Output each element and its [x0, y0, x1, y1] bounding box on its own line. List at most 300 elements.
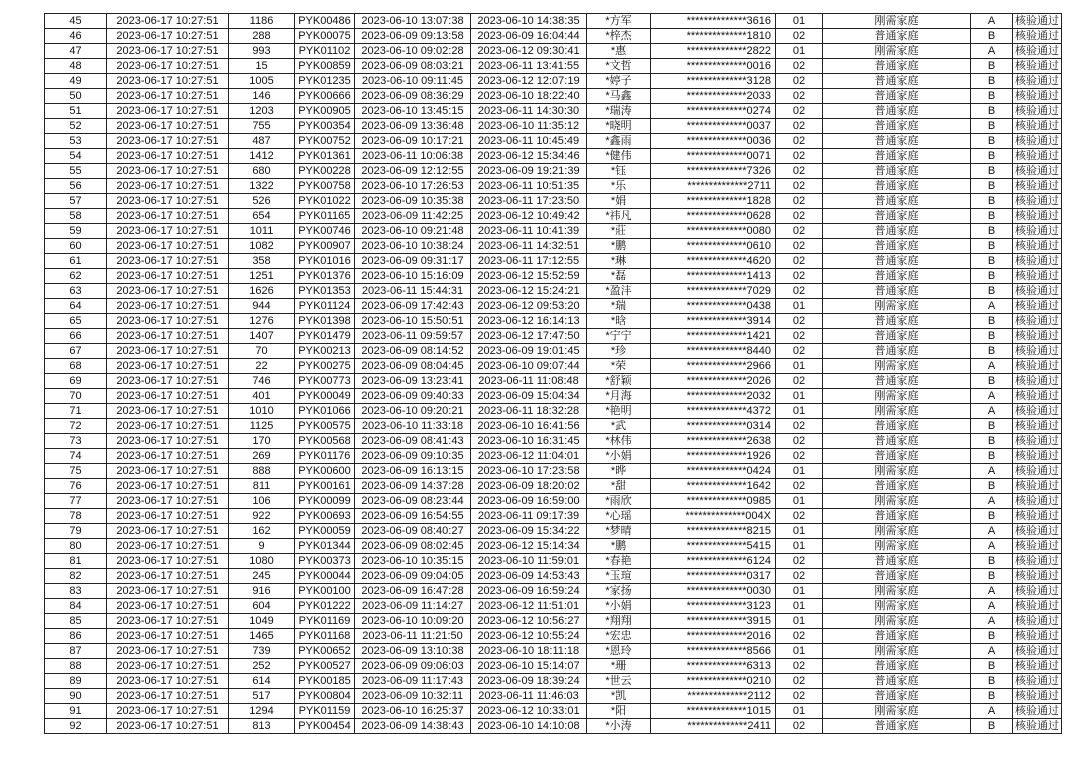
verification-status-cell: 核验通过: [1013, 554, 1062, 569]
verification-status-cell: 核验通过: [1013, 584, 1062, 599]
table-row: [45, 644, 1062, 659]
row-number-cell: 89: [45, 674, 107, 689]
export-time-cell: 2023-06-17 10:27:51: [107, 179, 229, 194]
registration-id-cell: PYK00600: [295, 464, 355, 479]
verification-status-cell: 核验通过: [1013, 224, 1062, 239]
family-type-code-cell: 02: [776, 554, 823, 569]
export-time-cell: 2023-06-17 10:27:51: [107, 479, 229, 494]
review-time-cell: 2023-06-09 16:04:44: [471, 29, 587, 44]
category-cell: B: [971, 689, 1013, 704]
family-type-cell: 普通家庭: [823, 659, 971, 674]
row-number-cell: 62: [45, 269, 107, 284]
family-type-cell: 刚需家庭: [823, 644, 971, 659]
table-row: [45, 254, 1062, 269]
applicant-name-cell: *凯: [587, 689, 651, 704]
ballot-number-cell: 9: [229, 539, 295, 554]
ballot-number-cell: 146: [229, 89, 295, 104]
table-row: [45, 14, 1062, 29]
id-number-masked-cell: **************7029: [651, 284, 776, 299]
row-number-cell: 68: [45, 359, 107, 374]
category-cell: B: [971, 449, 1013, 464]
export-time-cell: 2023-06-17 10:27:51: [107, 524, 229, 539]
table-row: [45, 44, 1062, 59]
submit-time-cell: 2023-06-09 08:41:43: [355, 434, 471, 449]
submit-time-cell: 2023-06-09 08:14:52: [355, 344, 471, 359]
registration-id-cell: PYK00100: [295, 584, 355, 599]
review-time-cell: 2023-06-11 10:51:35: [471, 179, 587, 194]
registration-id-cell: PYK00354: [295, 119, 355, 134]
row-number-cell: 80: [45, 539, 107, 554]
id-number-masked-cell: **************0030: [651, 584, 776, 599]
category-cell: B: [971, 569, 1013, 584]
family-type-code-cell: 01: [776, 299, 823, 314]
category-cell: B: [971, 344, 1013, 359]
table-row: [45, 299, 1062, 314]
review-time-cell: 2023-06-11 14:30:30: [471, 104, 587, 119]
family-type-cell: 普通家庭: [823, 29, 971, 44]
row-number-cell: 60: [45, 239, 107, 254]
family-type-code-cell: 02: [776, 59, 823, 74]
table-row: [45, 134, 1062, 149]
row-number-cell: 57: [45, 194, 107, 209]
review-time-cell: 2023-06-11 11:46:03: [471, 689, 587, 704]
export-time-cell: 2023-06-17 10:27:51: [107, 74, 229, 89]
export-time-cell: 2023-06-17 10:27:51: [107, 314, 229, 329]
submit-time-cell: 2023-06-09 16:47:28: [355, 584, 471, 599]
family-type-code-cell: 02: [776, 449, 823, 464]
ballot-number-cell: 269: [229, 449, 295, 464]
applicant-name-cell: *珍: [587, 344, 651, 359]
row-number-cell: 54: [45, 149, 107, 164]
table-row: [45, 464, 1062, 479]
verification-status-cell: 核验通过: [1013, 59, 1062, 74]
review-time-cell: 2023-06-10 17:23:58: [471, 464, 587, 479]
family-type-code-cell: 02: [776, 374, 823, 389]
family-type-cell: 普通家庭: [823, 449, 971, 464]
submit-time-cell: 2023-06-09 13:23:41: [355, 374, 471, 389]
submit-time-cell: 2023-06-09 08:36:29: [355, 89, 471, 104]
registration-id-cell: PYK01344: [295, 539, 355, 554]
ballot-number-cell: 1322: [229, 179, 295, 194]
verification-status-cell: 核验通过: [1013, 569, 1062, 584]
export-time-cell: 2023-06-17 10:27:51: [107, 614, 229, 629]
row-number-cell: 53: [45, 134, 107, 149]
export-time-cell: 2023-06-17 10:27:51: [107, 404, 229, 419]
verification-status-cell: 核验通过: [1013, 299, 1062, 314]
ballot-number-cell: 1011: [229, 224, 295, 239]
category-cell: B: [971, 104, 1013, 119]
export-time-cell: 2023-06-17 10:27:51: [107, 239, 229, 254]
category-cell: A: [971, 614, 1013, 629]
category-cell: A: [971, 404, 1013, 419]
table-row: [45, 419, 1062, 434]
export-time-cell: 2023-06-17 10:27:51: [107, 164, 229, 179]
id-number-masked-cell: **************3123: [651, 599, 776, 614]
category-cell: B: [971, 479, 1013, 494]
row-number-cell: 77: [45, 494, 107, 509]
row-number-cell: 79: [45, 524, 107, 539]
family-type-cell: 刚需家庭: [823, 44, 971, 59]
ballot-number-cell: 755: [229, 119, 295, 134]
verification-status-cell: 核验通过: [1013, 464, 1062, 479]
id-number-masked-cell: **************0628: [651, 209, 776, 224]
submit-time-cell: 2023-06-09 09:10:35: [355, 449, 471, 464]
registration-id-cell: PYK01235: [295, 74, 355, 89]
family-type-code-cell: 02: [776, 164, 823, 179]
registration-id-cell: PYK00185: [295, 674, 355, 689]
review-time-cell: 2023-06-11 17:23:50: [471, 194, 587, 209]
table-row: [45, 359, 1062, 374]
table-row: [45, 674, 1062, 689]
review-time-cell: 2023-06-10 15:14:07: [471, 659, 587, 674]
row-number-cell: 61: [45, 254, 107, 269]
category-cell: B: [971, 239, 1013, 254]
category-cell: B: [971, 224, 1013, 239]
export-time-cell: 2023-06-17 10:27:51: [107, 194, 229, 209]
applicant-name-cell: *文哲: [587, 59, 651, 74]
registration-id-cell: PYK00059: [295, 524, 355, 539]
family-type-code-cell: 02: [776, 674, 823, 689]
id-number-masked-cell: **************0080: [651, 224, 776, 239]
category-cell: B: [971, 179, 1013, 194]
applicant-name-cell: *婷子: [587, 74, 651, 89]
row-number-cell: 66: [45, 329, 107, 344]
submit-time-cell: 2023-06-09 13:36:48: [355, 119, 471, 134]
verification-status-cell: 核验通过: [1013, 539, 1062, 554]
registration-id-cell: PYK01022: [295, 194, 355, 209]
applicant-name-cell: *娟: [587, 194, 651, 209]
registration-table: [44, 13, 1062, 734]
family-type-cell: 普通家庭: [823, 434, 971, 449]
family-type-code-cell: 01: [776, 524, 823, 539]
category-cell: B: [971, 374, 1013, 389]
table-row: [45, 584, 1062, 599]
category-cell: A: [971, 524, 1013, 539]
registration-id-cell: PYK00575: [295, 419, 355, 434]
export-time-cell: 2023-06-17 10:27:51: [107, 359, 229, 374]
review-time-cell: 2023-06-10 09:07:44: [471, 359, 587, 374]
category-cell: B: [971, 554, 1013, 569]
family-type-code-cell: 02: [776, 179, 823, 194]
category-cell: B: [971, 209, 1013, 224]
verification-status-cell: 核验通过: [1013, 614, 1062, 629]
family-type-cell: 刚需家庭: [823, 14, 971, 29]
family-type-cell: 普通家庭: [823, 554, 971, 569]
export-time-cell: 2023-06-17 10:27:51: [107, 434, 229, 449]
export-time-cell: 2023-06-17 10:27:51: [107, 389, 229, 404]
row-number-cell: 52: [45, 119, 107, 134]
applicant-name-cell: *春艳: [587, 554, 651, 569]
family-type-code-cell: 02: [776, 689, 823, 704]
verification-status-cell: 核验通过: [1013, 374, 1062, 389]
export-time-cell: 2023-06-17 10:27:51: [107, 59, 229, 74]
category-cell: B: [971, 284, 1013, 299]
family-type-cell: 普通家庭: [823, 419, 971, 434]
ballot-number-cell: 922: [229, 509, 295, 524]
submit-time-cell: 2023-06-09 10:32:11: [355, 689, 471, 704]
registration-id-cell: PYK01222: [295, 599, 355, 614]
registration-id-cell: PYK01102: [295, 44, 355, 59]
table-body: [45, 14, 1062, 734]
applicant-name-cell: *琳: [587, 254, 651, 269]
category-cell: B: [971, 314, 1013, 329]
id-number-masked-cell: **************2711: [651, 179, 776, 194]
applicant-name-cell: *心瑶: [587, 509, 651, 524]
family-type-cell: 普通家庭: [823, 119, 971, 134]
family-type-cell: 刚需家庭: [823, 539, 971, 554]
submit-time-cell: 2023-06-09 08:40:27: [355, 524, 471, 539]
applicant-name-cell: *磊: [587, 269, 651, 284]
table-row: [45, 389, 1062, 404]
verification-status-cell: 核验通过: [1013, 164, 1062, 179]
export-time-cell: 2023-06-17 10:27:51: [107, 104, 229, 119]
ballot-number-cell: 1276: [229, 314, 295, 329]
row-number-cell: 45: [45, 14, 107, 29]
category-cell: A: [971, 644, 1013, 659]
verification-status-cell: 核验通过: [1013, 719, 1062, 734]
review-time-cell: 2023-06-12 09:30:41: [471, 44, 587, 59]
family-type-cell: 普通家庭: [823, 209, 971, 224]
ballot-number-cell: 1010: [229, 404, 295, 419]
verification-status-cell: 核验通过: [1013, 524, 1062, 539]
ballot-number-cell: 487: [229, 134, 295, 149]
export-time-cell: 2023-06-17 10:27:51: [107, 344, 229, 359]
export-time-cell: 2023-06-17 10:27:51: [107, 119, 229, 134]
table-row: [45, 404, 1062, 419]
applicant-name-cell: *马鑫: [587, 89, 651, 104]
registration-id-cell: PYK01159: [295, 704, 355, 719]
family-type-code-cell: 02: [776, 719, 823, 734]
family-type-code-cell: 02: [776, 344, 823, 359]
id-number-masked-cell: **************4620: [651, 254, 776, 269]
row-number-cell: 85: [45, 614, 107, 629]
category-cell: B: [971, 134, 1013, 149]
category-cell: B: [971, 674, 1013, 689]
registration-id-cell: PYK00804: [295, 689, 355, 704]
family-type-code-cell: 02: [776, 659, 823, 674]
category-cell: B: [971, 509, 1013, 524]
category-cell: B: [971, 74, 1013, 89]
category-cell: A: [971, 44, 1013, 59]
applicant-name-cell: *小娟: [587, 599, 651, 614]
ballot-number-cell: 526: [229, 194, 295, 209]
review-time-cell: 2023-06-11 11:08:48: [471, 374, 587, 389]
registration-id-cell: PYK00228: [295, 164, 355, 179]
export-time-cell: 2023-06-17 10:27:51: [107, 509, 229, 524]
row-number-cell: 49: [45, 74, 107, 89]
table-row: [45, 629, 1062, 644]
id-number-masked-cell: **************3128: [651, 74, 776, 89]
family-type-code-cell: 02: [776, 74, 823, 89]
table-row: [45, 224, 1062, 239]
applicant-name-cell: *乐: [587, 179, 651, 194]
verification-status-cell: 核验通过: [1013, 659, 1062, 674]
submit-time-cell: 2023-06-10 15:16:09: [355, 269, 471, 284]
submit-time-cell: 2023-06-11 15:44:31: [355, 284, 471, 299]
row-number-cell: 63: [45, 284, 107, 299]
submit-time-cell: 2023-06-09 08:23:44: [355, 494, 471, 509]
family-type-code-cell: 01: [776, 539, 823, 554]
registration-id-cell: PYK00527: [295, 659, 355, 674]
table-row: [45, 344, 1062, 359]
submit-time-cell: 2023-06-09 10:35:38: [355, 194, 471, 209]
id-number-masked-cell: **************8566: [651, 644, 776, 659]
applicant-name-cell: *惠: [587, 44, 651, 59]
verification-status-cell: 核验通过: [1013, 449, 1062, 464]
row-number-cell: 65: [45, 314, 107, 329]
verification-status-cell: 核验通过: [1013, 284, 1062, 299]
category-cell: A: [971, 494, 1013, 509]
export-time-cell: 2023-06-17 10:27:51: [107, 569, 229, 584]
ballot-number-cell: 1465: [229, 629, 295, 644]
verification-status-cell: 核验通过: [1013, 509, 1062, 524]
export-time-cell: 2023-06-17 10:27:51: [107, 224, 229, 239]
review-time-cell: 2023-06-10 11:35:12: [471, 119, 587, 134]
family-type-cell: 普通家庭: [823, 569, 971, 584]
family-type-cell: 刚需家庭: [823, 524, 971, 539]
export-time-cell: 2023-06-17 10:27:51: [107, 659, 229, 674]
submit-time-cell: 2023-06-09 14:37:28: [355, 479, 471, 494]
row-number-cell: 71: [45, 404, 107, 419]
submit-time-cell: 2023-06-10 10:09:20: [355, 614, 471, 629]
family-type-cell: 普通家庭: [823, 179, 971, 194]
registration-id-cell: PYK00049: [295, 389, 355, 404]
applicant-name-cell: *晗: [587, 314, 651, 329]
id-number-masked-cell: **************1413: [651, 269, 776, 284]
category-cell: A: [971, 464, 1013, 479]
row-number-cell: 75: [45, 464, 107, 479]
id-number-masked-cell: **************0610: [651, 239, 776, 254]
review-time-cell: 2023-06-09 19:21:39: [471, 164, 587, 179]
family-type-code-cell: 02: [776, 269, 823, 284]
table-row: [45, 59, 1062, 74]
family-type-cell: 刚需家庭: [823, 404, 971, 419]
row-number-cell: 82: [45, 569, 107, 584]
row-number-cell: 67: [45, 344, 107, 359]
family-type-cell: 普通家庭: [823, 239, 971, 254]
family-type-code-cell: 02: [776, 104, 823, 119]
family-type-cell: 普通家庭: [823, 329, 971, 344]
review-time-cell: 2023-06-10 18:11:18: [471, 644, 587, 659]
review-time-cell: 2023-06-09 14:53:43: [471, 569, 587, 584]
verification-status-cell: 核验通过: [1013, 89, 1062, 104]
ballot-number-cell: 746: [229, 374, 295, 389]
verification-status-cell: 核验通过: [1013, 344, 1062, 359]
review-time-cell: 2023-06-09 16:59:24: [471, 584, 587, 599]
id-number-masked-cell: **************4372: [651, 404, 776, 419]
family-type-cell: 普通家庭: [823, 59, 971, 74]
family-type-code-cell: 02: [776, 149, 823, 164]
ballot-number-cell: 517: [229, 689, 295, 704]
category-cell: A: [971, 389, 1013, 404]
row-number-cell: 70: [45, 389, 107, 404]
registration-id-cell: PYK00486: [295, 14, 355, 29]
applicant-name-cell: *晓明: [587, 119, 651, 134]
registration-id-cell: PYK01124: [295, 299, 355, 314]
applicant-name-cell: *宁宁: [587, 329, 651, 344]
row-number-cell: 87: [45, 644, 107, 659]
review-time-cell: 2023-06-11 09:17:39: [471, 509, 587, 524]
family-type-code-cell: 01: [776, 389, 823, 404]
ballot-number-cell: 70: [229, 344, 295, 359]
registration-id-cell: PYK00666: [295, 89, 355, 104]
row-number-cell: 90: [45, 689, 107, 704]
category-cell: A: [971, 539, 1013, 554]
review-time-cell: 2023-06-09 15:34:22: [471, 524, 587, 539]
table-row: [45, 119, 1062, 134]
table-row: [45, 374, 1062, 389]
ballot-number-cell: 1082: [229, 239, 295, 254]
row-number-cell: 51: [45, 104, 107, 119]
row-number-cell: 81: [45, 554, 107, 569]
export-time-cell: 2023-06-17 10:27:51: [107, 89, 229, 104]
applicant-name-cell: *世云: [587, 674, 651, 689]
applicant-name-cell: *小涛: [587, 719, 651, 734]
ballot-number-cell: 22: [229, 359, 295, 374]
review-time-cell: 2023-06-12 10:49:42: [471, 209, 587, 224]
review-time-cell: 2023-06-10 16:31:45: [471, 434, 587, 449]
row-number-cell: 78: [45, 509, 107, 524]
verification-status-cell: 核验通过: [1013, 104, 1062, 119]
id-number-masked-cell: **************2033: [651, 89, 776, 104]
submit-time-cell: 2023-06-10 13:07:38: [355, 14, 471, 29]
export-time-cell: 2023-06-17 10:27:51: [107, 284, 229, 299]
row-number-cell: 91: [45, 704, 107, 719]
family-type-cell: 普通家庭: [823, 314, 971, 329]
row-number-cell: 74: [45, 449, 107, 464]
export-time-cell: 2023-06-17 10:27:51: [107, 689, 229, 704]
ballot-number-cell: 1626: [229, 284, 295, 299]
registration-id-cell: PYK00568: [295, 434, 355, 449]
submit-time-cell: 2023-06-09 11:42:25: [355, 209, 471, 224]
family-type-cell: 刚需家庭: [823, 614, 971, 629]
export-time-cell: 2023-06-17 10:27:51: [107, 269, 229, 284]
applicant-name-cell: *梦晴: [587, 524, 651, 539]
ballot-number-cell: 1294: [229, 704, 295, 719]
row-number-cell: 73: [45, 434, 107, 449]
id-number-masked-cell: **************2016: [651, 629, 776, 644]
table-row: [45, 209, 1062, 224]
export-time-cell: 2023-06-17 10:27:51: [107, 374, 229, 389]
family-type-cell: 刚需家庭: [823, 584, 971, 599]
table-row: [45, 29, 1062, 44]
submit-time-cell: 2023-06-09 13:10:38: [355, 644, 471, 659]
table-row: [45, 89, 1062, 104]
table-row: [45, 104, 1062, 119]
applicant-name-cell: *武: [587, 419, 651, 434]
table-row: [45, 449, 1062, 464]
submit-time-cell: 2023-06-09 09:04:05: [355, 569, 471, 584]
id-number-masked-cell: **************2411: [651, 719, 776, 734]
review-time-cell: 2023-06-10 14:10:08: [471, 719, 587, 734]
review-time-cell: 2023-06-12 10:56:27: [471, 614, 587, 629]
review-time-cell: 2023-06-09 19:01:45: [471, 344, 587, 359]
family-type-code-cell: 02: [776, 89, 823, 104]
table-row: [45, 434, 1062, 449]
applicant-name-cell: *舒颖: [587, 374, 651, 389]
family-type-code-cell: 02: [776, 209, 823, 224]
row-number-cell: 69: [45, 374, 107, 389]
applicant-name-cell: *莊: [587, 224, 651, 239]
verification-status-cell: 核验通过: [1013, 179, 1062, 194]
family-type-code-cell: 02: [776, 629, 823, 644]
row-number-cell: 64: [45, 299, 107, 314]
verification-status-cell: 核验通过: [1013, 269, 1062, 284]
review-time-cell: 2023-06-12 15:14:34: [471, 539, 587, 554]
ballot-number-cell: 1125: [229, 419, 295, 434]
applicant-name-cell: *鑫雨: [587, 134, 651, 149]
table-row: [45, 164, 1062, 179]
